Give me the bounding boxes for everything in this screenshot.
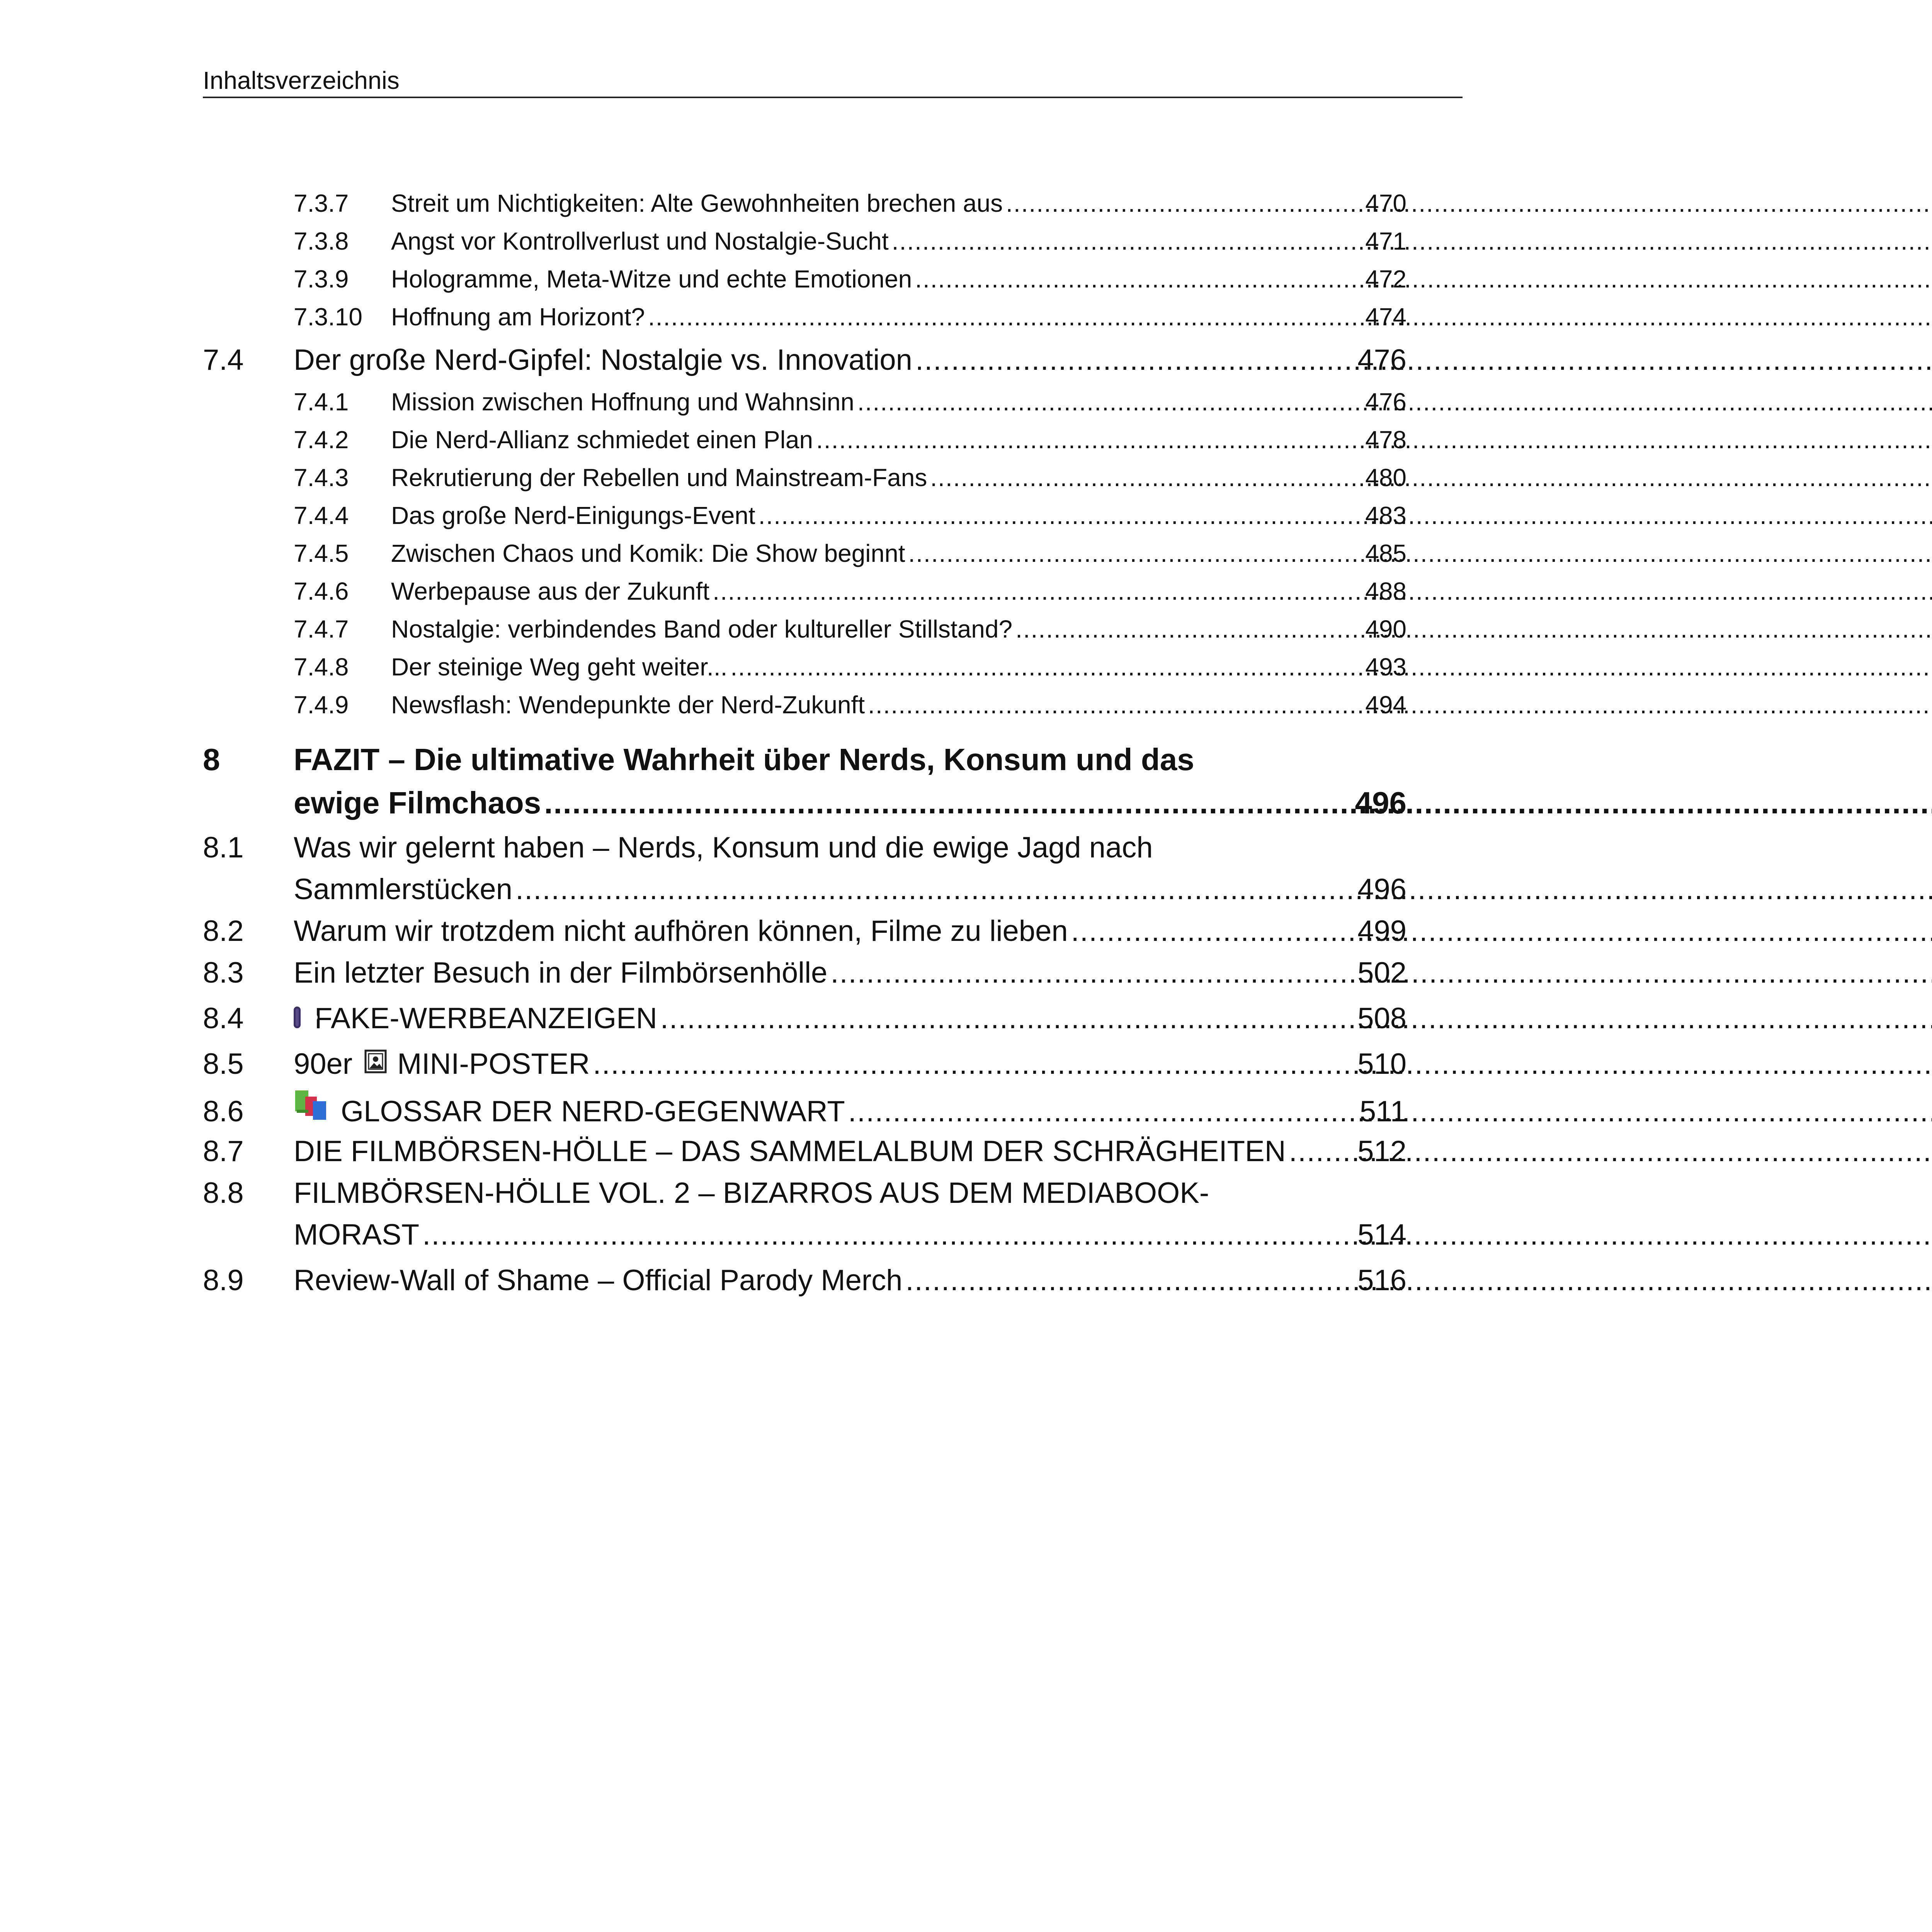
toc-leader-dots (915, 260, 1362, 298)
toc-page-number: 485 (1365, 539, 1406, 567)
toc-page-number: 514 (1357, 1218, 1406, 1251)
toc-title: DIE FILMBÖRSEN-HÖLLE – DAS SAMMELALBUM DER SCHRÄGHEITEN (294, 1135, 1286, 1168)
poster-icon (364, 1049, 387, 1074)
toc-page-number: 493 (1365, 653, 1406, 681)
toc-number: 8.8 (203, 1177, 244, 1209)
toc-title: Warum wir trotzdem nicht aufhören können, Filme zu lieben (294, 915, 1068, 947)
toc-number: 8.5 (203, 1048, 244, 1080)
toc-page-number: 499 (1357, 915, 1406, 947)
toc-entry-7-3-7[interactable] (203, 185, 1406, 222)
toc-leader-dots (908, 535, 1362, 572)
toc-page-number: 488 (1365, 577, 1406, 605)
toc-entry-7-3-10[interactable] (203, 298, 1406, 335)
toc-page-number: 502 (1357, 956, 1406, 989)
toc-title: Ein letzter Besuch in der Filmbörsenhölle (294, 956, 828, 989)
toc-leader-dots (1071, 910, 1355, 952)
toc-leader-dots (759, 497, 1362, 534)
toc-title: Der große Nerd-Gipfel: Nostalgie vs. Innovation (294, 344, 912, 376)
toc-number: 8.2 (203, 915, 244, 947)
toc-number: 7.4.6 (294, 577, 349, 605)
toc-title: Review-Wall of Shame – Official Parody Merch (294, 1264, 903, 1297)
toc-leader-dots (713, 573, 1362, 610)
toc-page-number: 511 (1359, 1095, 1406, 1128)
toc-number: 7.4.8 (294, 653, 349, 681)
toc-entry-8-6[interactable] (203, 1089, 1406, 1131)
toc-number: 8.6 (203, 1095, 244, 1128)
toc-leader-dots (1015, 611, 1362, 648)
toc-entry-7-4-9[interactable] (203, 686, 1406, 723)
toc-entry-8-7[interactable] (203, 1131, 1406, 1172)
toc-title-line1: Was wir gelernt haben – Nerds, Konsum und die ewige Jagd nach (294, 831, 1153, 864)
toc-title: GLOSSAR DER NERD-GEGENWART (341, 1095, 845, 1128)
toc-entry-8-5[interactable] (203, 1043, 1406, 1085)
toc-entry-7-4-6[interactable] (203, 573, 1406, 610)
toc-page-number: 512 (1357, 1135, 1406, 1168)
toc-title: Der steinige Weg geht weiter... (391, 653, 728, 681)
toc-number: 7.4 (203, 344, 244, 376)
toc-page-number: 483 (1365, 502, 1406, 529)
toc-leader-dots (892, 223, 1362, 260)
toc-title: Rekrutierung der Rebellen und Mainstream-Fans (391, 464, 927, 492)
toc-leader-dots (915, 339, 1354, 381)
toc-number: 7.4.7 (294, 615, 349, 643)
toc-title: MINI-POSTER (397, 1048, 590, 1080)
toc-leader-dots (422, 1214, 1354, 1256)
toc-title-line1: FAZIT – Die ultimative Wahrheit über Nerds, Konsum und das (294, 742, 1194, 777)
toc-entry-7-4-1[interactable] (203, 383, 1406, 420)
toc-title: Hologramme, Meta-Witze und echte Emotionen (391, 265, 912, 293)
toc-entry-7-4-2[interactable] (203, 421, 1406, 458)
toc-page-number: 476 (1365, 388, 1406, 416)
toc-number: 7.4.1 (294, 388, 349, 416)
toc-entry-8-8-line1[interactable] (203, 1172, 1406, 1214)
toc-leader-dots (930, 459, 1362, 496)
toc-title: Hoffnung am Horizont? (391, 303, 645, 331)
toc-page-number: 508 (1357, 1002, 1406, 1035)
page-header (203, 54, 1463, 98)
toc-leader-dots (905, 1260, 1354, 1301)
toc-number: 8.1 (203, 831, 244, 864)
toc-number: 7.4.4 (294, 502, 349, 529)
toc-number: 8.9 (203, 1264, 244, 1297)
toc-entry-7-4-5[interactable] (203, 535, 1406, 572)
toc-entry-7-3-9[interactable] (203, 260, 1406, 298)
toc-page-number: 476 (1357, 344, 1406, 376)
toc-leader-dots (593, 1043, 1354, 1085)
books-icon (294, 1089, 331, 1121)
toc-number: 8.4 (203, 1002, 244, 1035)
toc-title: Angst vor Kontrollverlust und Nostalgie-Sucht (391, 227, 889, 255)
toc-title: Streit um Nichtigkeiten: Alte Gewohnheiten brechen aus (391, 189, 1003, 217)
toc-number: 8.3 (203, 956, 244, 989)
toc-title: Sammlerstücken (294, 873, 512, 906)
toc-number: 7.3.9 (294, 265, 349, 293)
toc-title: Mission zwischen Hoffnung und Wahnsinn (391, 388, 854, 416)
toc-title: Zwischen Chaos und Komik: Die Show beginnt (391, 539, 905, 567)
toc-leader-dots (660, 998, 1354, 1039)
toc-page-number: 496 (1357, 873, 1406, 906)
toc-leader-dots (648, 298, 1362, 335)
toc-leader-dots (830, 952, 1354, 994)
toc-entry-7-4-7[interactable] (203, 611, 1406, 648)
toc-number: 7.3.7 (294, 189, 349, 217)
toc-leader-dots (816, 421, 1362, 458)
toc-title: Newsflash: Wendepunkte der Nerd-Zukunft (391, 691, 865, 719)
toc-entry-8[interactable] (203, 781, 1406, 825)
toc-entry-8-4[interactable] (203, 998, 1406, 1039)
toc-entry-7-4-8[interactable] (203, 648, 1406, 685)
toc-entry-8-8[interactable] (203, 1214, 1406, 1256)
vhs-tape-icon (294, 1007, 301, 1028)
toc-page-number: 516 (1357, 1264, 1406, 1297)
toc-entry-8-9[interactable] (203, 1260, 1406, 1301)
running-header-title: Inhaltsverzeichnis (203, 66, 400, 94)
toc-title: Die Nerd-Allianz schmiedet einen Plan (391, 426, 813, 454)
toc-page-number: 496 (1355, 786, 1406, 820)
toc-entry-8-2[interactable] (203, 910, 1406, 952)
toc-number: 7.4.5 (294, 539, 349, 567)
toc-page-number: 474 (1365, 303, 1406, 331)
toc-leader-dots (848, 1091, 1357, 1133)
toc-entry-7-3-8[interactable] (203, 223, 1406, 260)
toc-number: 7.4.3 (294, 464, 349, 492)
toc-entry-8-3[interactable] (203, 952, 1406, 994)
toc-entry-8-1-line1[interactable] (203, 827, 1406, 869)
toc-number: 8 (203, 742, 220, 777)
toc-page-number: 471 (1365, 227, 1406, 255)
toc-title: MORAST (294, 1218, 420, 1251)
toc-page-number: 470 (1365, 189, 1406, 217)
toc-page-number: 510 (1357, 1048, 1406, 1080)
toc-entry-8-1[interactable] (203, 869, 1406, 910)
toc-number: 8.7 (203, 1135, 244, 1168)
toc-number: 7.4.9 (294, 691, 349, 719)
toc-title: Nostalgie: verbindendes Band oder kultureller Stillstand? (391, 615, 1013, 643)
toc-title: Werbepause aus der Zukunft (391, 577, 710, 605)
toc-page-number: 478 (1365, 426, 1406, 454)
toc-leader-dots (1006, 185, 1362, 222)
toc-page-number: 494 (1365, 691, 1406, 719)
toc-entry-7-4[interactable] (203, 339, 1406, 381)
toc-number: 7.3.10 (294, 303, 362, 331)
toc-leader-dots (515, 869, 1354, 910)
toc-leader-dots (544, 781, 1352, 825)
toc-leader-dots (1289, 1131, 1355, 1172)
toc-number: 7.3.8 (294, 227, 349, 255)
toc-title: FAKE-WERBEANZEIGEN (314, 1002, 657, 1035)
toc-page-number: 472 (1365, 265, 1406, 293)
toc-entry-7-4-3[interactable] (203, 459, 1406, 496)
toc-entry-8-line1[interactable] (203, 738, 1406, 781)
toc-title-line1: FILMBÖRSEN-HÖLLE VOL. 2 – BIZARROS AUS DEM MEDIABOOK- (294, 1177, 1209, 1209)
toc-title-prefix: 90er (294, 1048, 353, 1080)
toc-title: Das große Nerd-Einigungs-Event (391, 502, 755, 529)
toc-page-number: 480 (1365, 464, 1406, 492)
toc-page-number: 490 (1365, 615, 1406, 643)
toc-leader-dots (730, 648, 1362, 685)
toc-entry-7-4-4[interactable] (203, 497, 1406, 534)
toc-leader-dots (857, 383, 1362, 420)
toc-title: ewige Filmchaos (294, 786, 541, 820)
toc-number: 7.4.2 (294, 426, 349, 454)
toc-leader-dots (868, 686, 1362, 723)
